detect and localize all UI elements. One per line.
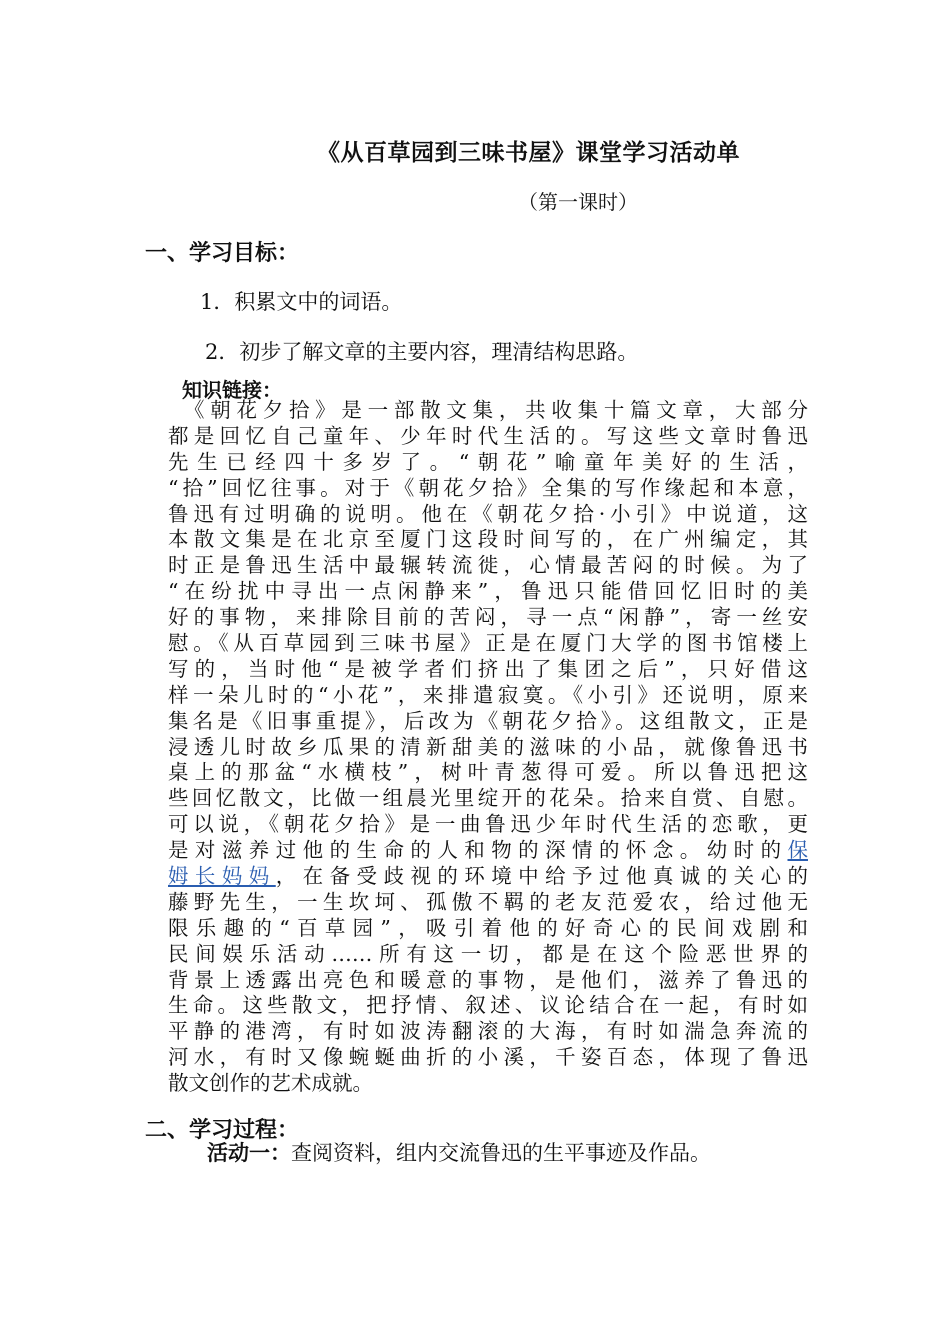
paragraph-line: 都是回忆自己童年、少年时代生活的。写这些文章时鲁迅	[168, 423, 808, 448]
paragraph-line: 写的，当时他“是被学者们挤出了集团之后”，只好借这	[168, 656, 808, 681]
paragraph-line: 本散文集是在北京至厦门这段时间写的，在广州编定，其	[168, 527, 808, 552]
knowledge-link-label: 知识链接：	[182, 378, 282, 402]
paragraph-line: 背景上透露出亮色和暖意的事物，是他们，滋养了鲁迅的	[168, 967, 808, 992]
paragraph-line: 藤野先生，一生坎坷、孤傲不羁的老友范爱农，给过他无	[168, 889, 808, 914]
page-subtitle: （第一课时）	[518, 190, 638, 214]
paragraph-line: 鲁迅有过明确的说明。他在《朝花夕拾·小引》中说道，这	[168, 501, 808, 526]
nanny-link[interactable]: 保	[787, 838, 808, 863]
page-title: 《从百草园到三味书屋》课堂学习活动单	[317, 139, 740, 166]
paragraph-line: 好的事物，来排除目前的苦闷，寻一点“闲静”，寄一丝安	[168, 605, 808, 630]
paragraph-line: 散文创作的艺术成就。	[168, 1071, 373, 1096]
paragraph-line: 先生已经四十多岁了。“朝花”喻童年美好的生活，	[168, 449, 808, 474]
paragraph-line: 平静的港湾，有时如波涛翻滚的大海，有时如湍急奔流的	[168, 1019, 808, 1044]
activity-text: 查阅资料，组内交流鲁迅的生平事迹及作品。	[291, 1141, 711, 1165]
line-text: ，在备受歧视的环境中给予过他真诚的关心的	[275, 864, 809, 889]
knowledge-paragraph	[168, 398, 808, 1097]
paragraph-line: 样一朵儿时的“小花”，来排遣寂寞。《小引》还说明，原来	[168, 682, 808, 707]
paragraph-line: 河水，有时又像蜿蜒曲折的小溪，千姿百态，体现了鲁迅	[168, 1045, 808, 1070]
paragraph-line: 慰。《从百草园到三味书屋》正是在厦门大学的图书馆楼上	[168, 631, 808, 656]
paragraph-line: 《朝花夕拾》是一部散文集，共收集十篇文章，大部分	[168, 398, 808, 422]
paragraph-line: 些回忆散文，比做一组晨光里绽开的花朵。拾来自赏、自慰。	[168, 786, 808, 811]
paragraph-line: 生命。这些散文，把抒情、叙述、议论结合在一起，有时如	[168, 993, 808, 1018]
activity-one	[207, 1137, 711, 1167]
paragraph-line: 桌上的那盆“水横枝”，树叶青葱得可爱。所以鲁迅把这	[168, 760, 808, 785]
paragraph-line: 限乐趣的“百草园”，吸引着他的好奇心的民间戏剧和	[168, 915, 808, 940]
paragraph-line: 集名是《旧事重提》，后改为《朝花夕拾》。这组散文，正是	[168, 708, 808, 733]
nanny-link[interactable]: 姆长妈妈	[168, 864, 276, 889]
paragraph-line: “拾”回忆往事。对于《朝花夕拾》全集的写作缘起和本意，	[168, 475, 808, 500]
line-text: 是对滋养过他的生命的人和物的深情的怀念。幼时的	[168, 838, 788, 863]
paragraph-line	[168, 864, 808, 890]
paragraph-line: 浸透儿时故乡瓜果的清新甜美的滋味的小品，就像鲁迅书	[168, 734, 808, 759]
goal-item: 2．初步了解文章的主要内容，理清结构思路。	[205, 340, 639, 364]
paragraph-line	[168, 838, 808, 864]
goal-item: 1．积累文中的词语。	[200, 290, 403, 314]
paragraph-line: “在纷扰中寻出一点闲静来”，鲁迅只能借回忆旧时的美	[168, 579, 808, 604]
paragraph-line: 可以说，《朝花夕拾》是一曲鲁迅少年时代生活的恋歌，更	[168, 812, 808, 837]
section-heading-goals: 一、学习目标：	[145, 240, 300, 266]
paragraph-line: 时正是鲁迅生活中最辗转流徙，心情最苦闷的时候。为了	[168, 553, 808, 578]
paragraph-line: 民间娱乐活动……所有这一切，都是在这个险恶世界的	[168, 941, 808, 966]
section-heading-process: 二、学习过程：	[145, 1117, 300, 1143]
activity-label: 活动一：	[207, 1140, 291, 1165]
